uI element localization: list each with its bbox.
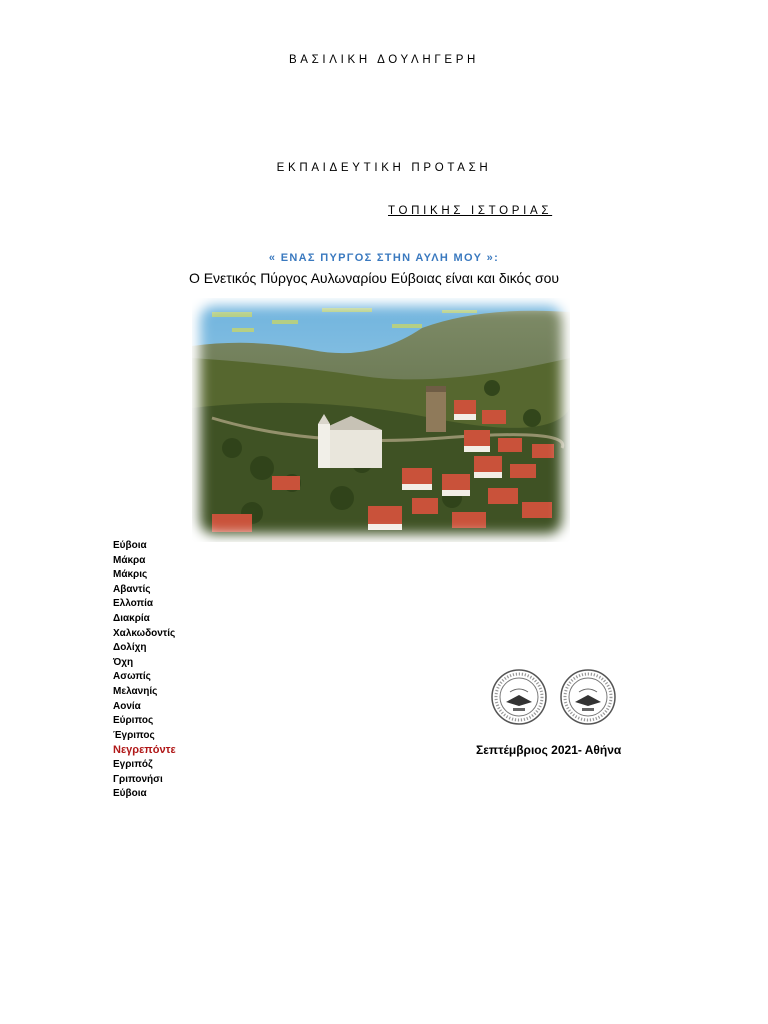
- name-list-item: Ελλοπία: [113, 598, 154, 610]
- name-list-item: Έγριπος: [113, 729, 155, 741]
- project-subtitle: Ο Ενετικός Πύργος Αυλωναρίου Εύβοιας είναι και δικός σου: [188, 270, 560, 286]
- name-list-item: Μάκρα: [113, 554, 146, 566]
- name-list-item: Εγριπόζ: [113, 758, 153, 770]
- author-name: ΒΑΣΙΛΙΚΗ ΔΟΥΛΗΓΕΡΗ: [288, 54, 480, 66]
- name-list-item: Γριπονήσι: [113, 773, 163, 785]
- seal-badge: [490, 668, 548, 726]
- name-list-item: Διακρία: [113, 612, 150, 624]
- name-list-item: Ασωπίς: [113, 671, 151, 683]
- name-list-item: Δολίχη: [113, 642, 147, 654]
- name-list-item: Μάκρις: [113, 569, 148, 581]
- name-list-item: Εύβοια: [113, 540, 147, 551]
- proposal-heading: ΕΚΠΑΙΔΕΥΤΙΚΗ ΠΡΟΤΑΣΗ: [276, 162, 492, 174]
- date-location: Σεπτέμβριος 2021- Αθήνα: [476, 743, 622, 757]
- village-aerial-photo: [192, 298, 570, 542]
- name-list: [113, 539, 176, 802]
- name-list-item: Όχη: [113, 656, 134, 668]
- name-list-item: Εύβοια: [113, 788, 147, 800]
- local-history-heading: ΤΟΠΙΚΗΣ ΙΣΤΟΡΙΑΣ: [388, 205, 553, 217]
- seal-badge: [559, 668, 617, 726]
- project-quote-title: « ΕΝΑΣ ΠΥΡΓΟΣ ΣΤΗΝ ΑΥΛΗ ΜΟΥ »:: [268, 252, 500, 264]
- name-list-item: Νεγρεπόντε: [113, 744, 176, 757]
- name-list-item: Αονία: [113, 700, 141, 712]
- name-list-item: Εύριπος: [113, 715, 154, 727]
- name-list-item: Χαλκωδοντίς: [113, 627, 176, 639]
- name-list-item: Αβαντίς: [113, 583, 151, 595]
- name-list-item: Μελανηίς: [113, 685, 158, 697]
